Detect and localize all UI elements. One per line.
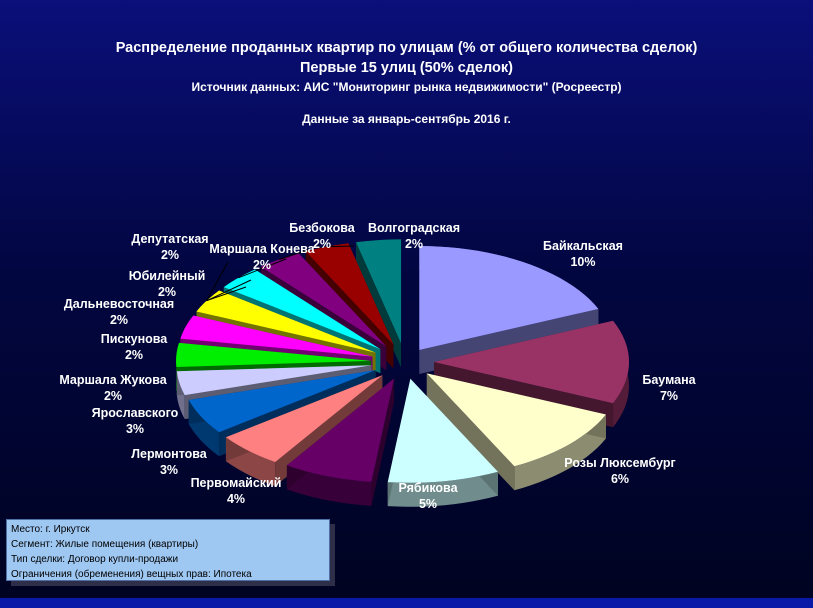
slice-label-name: Безбокова: [289, 221, 355, 235]
slice-label-name: Розы Люксембург: [564, 456, 676, 470]
slice-label-name: Байкальская: [543, 239, 623, 253]
info-deal-type: Тип сделки: Договор купли-продажи: [11, 554, 179, 565]
slice-label-name: Юбилейный: [128, 269, 206, 283]
pie-slices: [176, 239, 629, 506]
info-location: Место: г. Иркутск: [11, 524, 90, 535]
chart-subtitle: Первые 15 улиц (50% сделок): [299, 60, 513, 76]
chart-title: Распределение проданных квартир по улицам (% от общего количества сделок): [115, 40, 698, 56]
slice-label: [543, 239, 623, 269]
slice-label: [564, 456, 675, 486]
slice-label-name: Рябикова: [398, 481, 458, 495]
slice-label-value: 2%: [103, 389, 123, 403]
slice-label: [101, 332, 169, 362]
slice-label: [131, 447, 208, 477]
slice-label-name: Пискунова: [100, 332, 168, 346]
slice-label: [131, 232, 208, 262]
slice-label-value: 2%: [404, 237, 424, 251]
slice-label-value: 7%: [659, 389, 679, 403]
slice-label: [642, 373, 696, 403]
slice-label: [59, 373, 167, 403]
slice-label: [129, 269, 206, 299]
slice-label-name: Первомайский: [190, 476, 282, 490]
slice-label-name: Депутатская: [131, 232, 209, 246]
info-segment: Сегмент: Жилые помещения (квартиры): [11, 539, 199, 550]
info-restrictions: Ограничения (обременения) вещных прав: Ипотека: [11, 569, 252, 580]
slice-label-value: 2%: [252, 258, 272, 272]
slice-label-value: 2%: [109, 313, 129, 327]
bottom-bar: [0, 598, 813, 608]
slice-label-value: 3%: [159, 463, 179, 477]
slice-label-value: 2%: [312, 237, 332, 251]
slice-label-value: 2%: [124, 348, 144, 362]
slice-label-value: 6%: [610, 472, 630, 486]
slice-label: [191, 476, 282, 506]
slice-label-value: 2%: [160, 248, 180, 262]
slice-label-value: 4%: [226, 492, 246, 506]
slice-label-name: Лермонтова: [131, 447, 207, 461]
slice-label-name: Дальневосточная: [63, 297, 175, 311]
data-period: Данные за январь-сентябрь 2016 г.: [302, 112, 511, 126]
slice-label-value: 2%: [157, 285, 177, 299]
slice-label-value: 3%: [125, 422, 145, 436]
slice-label-value: 10%: [570, 255, 596, 269]
slice-label-name: Ярославского: [91, 406, 179, 420]
slice-label: [92, 406, 179, 436]
slice-label-value: 5%: [418, 497, 438, 511]
slice-label-name: Волгоградская: [368, 221, 460, 235]
info-box: [6, 519, 330, 581]
slice-label: [64, 297, 174, 327]
slice-label-name: Маршала Жукова: [59, 373, 167, 387]
data-source: Источник данных: АИС "Мониторинг рынка недвижимости" (Росреестр): [191, 80, 622, 94]
slice-label-name: Маршала Конева: [209, 242, 315, 256]
slice-label-name: Баумана: [642, 373, 696, 387]
